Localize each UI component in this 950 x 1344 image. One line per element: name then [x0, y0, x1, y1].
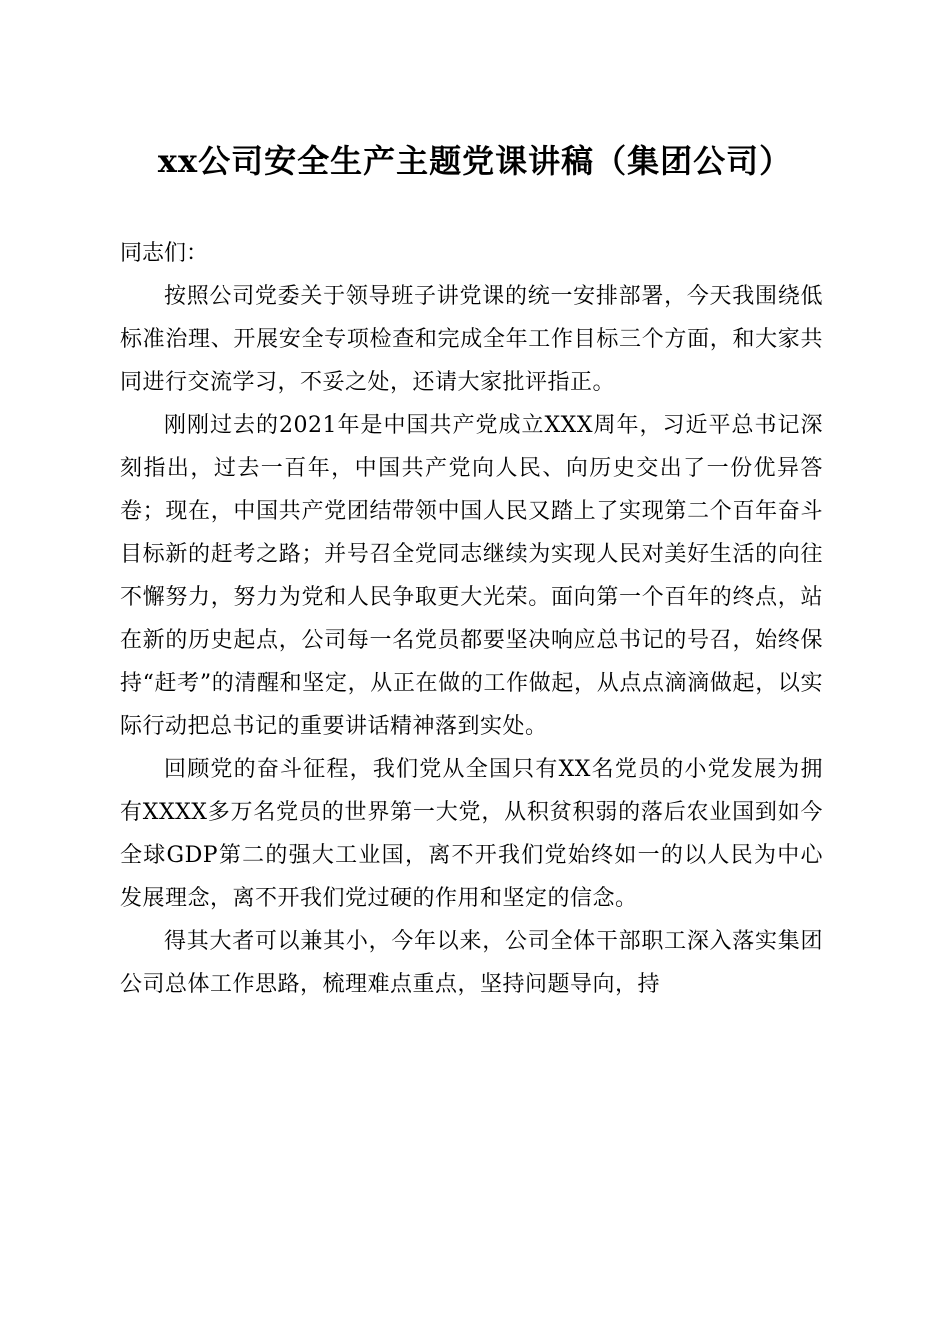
- paragraph-1: 按照公司党委关于领导班子讲党课的统一安排部署，今天我围绕低标准治理、开展安全专项检查和完成全年工作目标三个方面，和大家共同进行交流学习，不妥之处，还请大家批评指正。: [120, 284, 823, 395]
- paragraph-3: 回顾党的奋斗征程，我们党从全国只有XX名党员的小党发展为拥有XXXX多万名党员的世界第一大党，从积贫积弱的落后农业国到如今全球GDP第二的强大工业国，离不开我们党始终如一的以人民为中心发展理念，离不开我们党过硬的作用和坚定的信念。: [120, 757, 823, 911]
- paragraph-2: 刚刚过去的2021年是中国共产党成立XXX周年，习近平总书记深刻指出，过去一百年，中国共产党向人民、向历史交出了一份优异答卷；现在，中国共产党团结带领中国人民又踏上了实现第二个百年奋斗目标新的赶考之路；并号召全党同志继续为实现人民对美好生活的向往不懈努力，努力为党和人民争取更大光荣。面向第一个百年的终点，站在新的历史起点，公司每一名党员都要坚决响应总书记的号召，始终保持“赶考”的清醒和坚定，从正在做的工作做起，从点点滴滴做起，以实际行动把总书记的重要讲话精神落到实处。: [120, 413, 823, 739]
- document-title: xx公司安全生产主题党课讲稿（集团公司）: [157, 142, 793, 180]
- paragraph-4: 得其大者可以兼其小，今年以来，公司全体干部职工深入落实集团公司总体工作思路，梳理难点重点，坚持问题导向，持: [120, 929, 823, 997]
- salutation: 同志们：: [120, 241, 209, 266]
- document-body: [120, 232, 823, 1006]
